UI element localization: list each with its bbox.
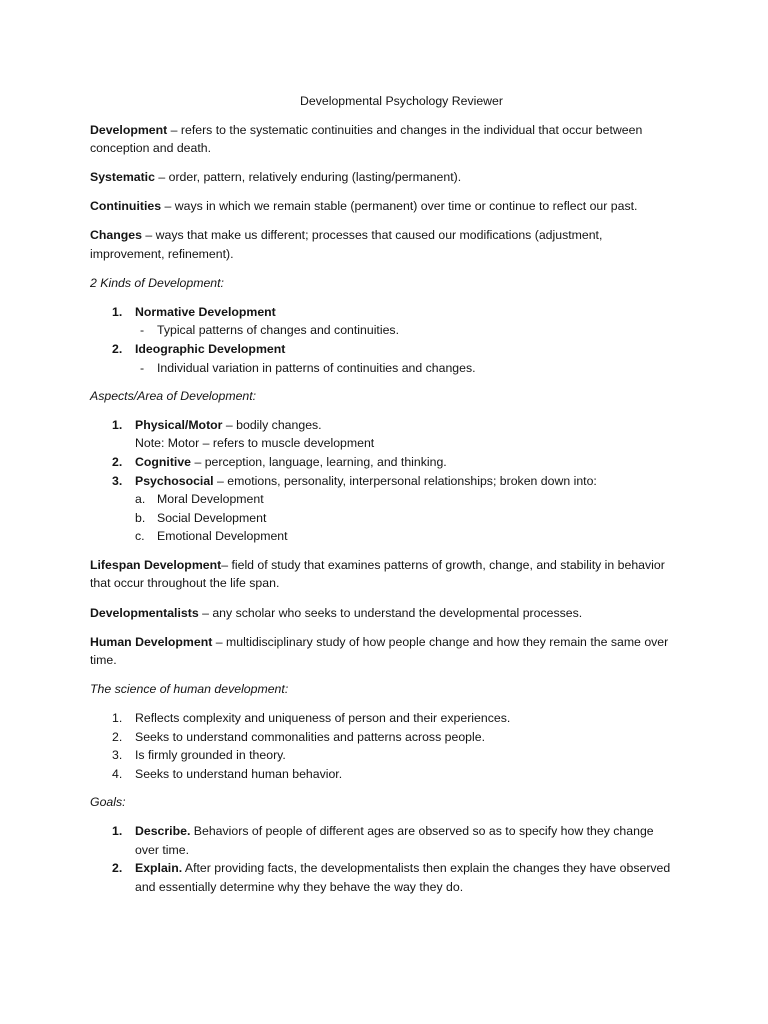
list-text: Seeks to understand human behavior. <box>135 766 343 781</box>
sub-list-letter: b. <box>135 510 146 525</box>
page-title: Developmental Psychology Reviewer <box>300 94 503 108</box>
definition-human-development <box>90 633 673 670</box>
list-label: Physical/Motor <box>135 417 223 432</box>
dash-bullet: - <box>140 360 145 375</box>
sub-item-text: Individual variation in patterns of continuities and changes. <box>157 360 476 375</box>
list-item <box>90 340 673 377</box>
list-text: After providing facts, the developmentalists then explain the changes they have observed and essentially determine why they behave the way they do. <box>135 861 671 894</box>
list-label: Describe. <box>135 823 191 838</box>
list-item <box>90 303 673 340</box>
list-text: Seeks to understand commonalities and patterns across people. <box>135 729 485 744</box>
list-number: 3. <box>112 473 123 488</box>
list-item <box>90 453 673 472</box>
list-number: 4. <box>112 766 123 781</box>
definition-text: – refers to the systematic continuities and changes in the individual that occur between conception and death. <box>90 122 643 156</box>
definition-text: – ways that make us different; processes that caused our modifications (adjustment, improvement, refinement). <box>90 228 603 262</box>
list-number: 2. <box>112 454 123 469</box>
definition-systematic <box>90 168 673 187</box>
sub-list-text: Emotional Development <box>157 529 288 544</box>
definition-text: – ways in which we remain stable (permanent) over time or continue to reflect our past. <box>161 199 638 214</box>
list-number: 2. <box>112 729 123 744</box>
sub-item <box>135 321 673 340</box>
list-item <box>90 709 673 728</box>
term: Lifespan Development <box>90 557 222 572</box>
definition-changes <box>90 226 673 263</box>
section-heading-aspects: Aspects/Area of Development: <box>90 389 257 404</box>
list-number: 3. <box>112 748 123 763</box>
term: Development <box>90 122 168 137</box>
definition-text: – any scholar who seeks to understand the developmental processes. <box>198 605 583 620</box>
sub-list-item <box>135 490 673 509</box>
sub-list-letter: a. <box>135 492 146 507</box>
sub-list-letter: c. <box>135 529 145 544</box>
list-text: Is firmly grounded in theory. <box>135 748 286 763</box>
section-heading-kinds: 2 Kinds of Development: <box>90 276 224 291</box>
list-label: Ideographic Development <box>135 341 286 356</box>
definition-text: – multidisciplinary study of how people change and how they remain the same over time. <box>90 634 669 668</box>
term: Systematic <box>90 170 155 185</box>
list-label: Cognitive <box>135 454 192 469</box>
definition-continuities <box>90 197 673 216</box>
sub-list-item <box>135 509 673 528</box>
term: Developmentalists <box>90 605 199 620</box>
term: Human Development <box>90 634 213 649</box>
section-heading-science: The science of human development: <box>90 682 289 697</box>
psychosocial-sublist <box>135 490 673 546</box>
list-number: 1. <box>112 823 123 838</box>
definition-text: – order, pattern, relatively enduring (lasting/permanent). <box>154 170 462 185</box>
note-text: Note: Motor – refers to muscle development <box>135 436 375 451</box>
sub-item <box>135 359 673 378</box>
list-text: – emotions, personality, interpersonal relationships; broken down into: <box>213 473 597 488</box>
list-item <box>90 859 673 896</box>
list-item <box>90 472 673 546</box>
section-heading-goals: Goals: <box>90 795 126 810</box>
list-text: Reflects complexity and uniqueness of person and their experiences. <box>135 710 511 725</box>
definition-development <box>90 121 673 158</box>
list-item <box>90 746 673 765</box>
dash-bullet: - <box>140 323 145 338</box>
aspects-list <box>90 416 673 546</box>
list-number: 1. <box>112 710 123 725</box>
term: Changes <box>90 228 142 243</box>
term: Continuities <box>90 199 162 214</box>
definition-lifespan-development <box>90 556 673 593</box>
list-text: Behaviors of people of different ages are observed so as to specify how they change over time. <box>135 823 654 857</box>
list-item <box>90 822 673 859</box>
list-item <box>90 765 673 784</box>
list-number: 1. <box>112 304 123 319</box>
list-item <box>90 416 673 453</box>
definition-developmentalists <box>90 604 673 623</box>
list-text: – bodily changes. <box>222 417 322 432</box>
list-label: Normative Development <box>135 304 276 319</box>
list-number: 2. <box>112 341 123 356</box>
sub-item-text: Typical patterns of changes and continuities. <box>157 323 399 338</box>
science-list <box>90 709 673 783</box>
list-label: Psychosocial <box>135 473 214 488</box>
kinds-list <box>90 303 673 377</box>
list-number: 1. <box>112 417 123 432</box>
list-text: – perception, language, learning, and thinking. <box>191 454 447 469</box>
sub-list-text: Moral Development <box>157 492 264 507</box>
list-label: Explain. <box>135 861 183 876</box>
definition-text: – field of study that examines patterns of growth, change, and stability in behavior that occur throughout the life span. <box>90 557 665 591</box>
list-item <box>90 728 673 747</box>
sub-list-text: Social Development <box>157 510 267 525</box>
goals-list <box>90 822 673 896</box>
list-number: 2. <box>112 861 123 876</box>
sub-list-item <box>135 527 673 546</box>
